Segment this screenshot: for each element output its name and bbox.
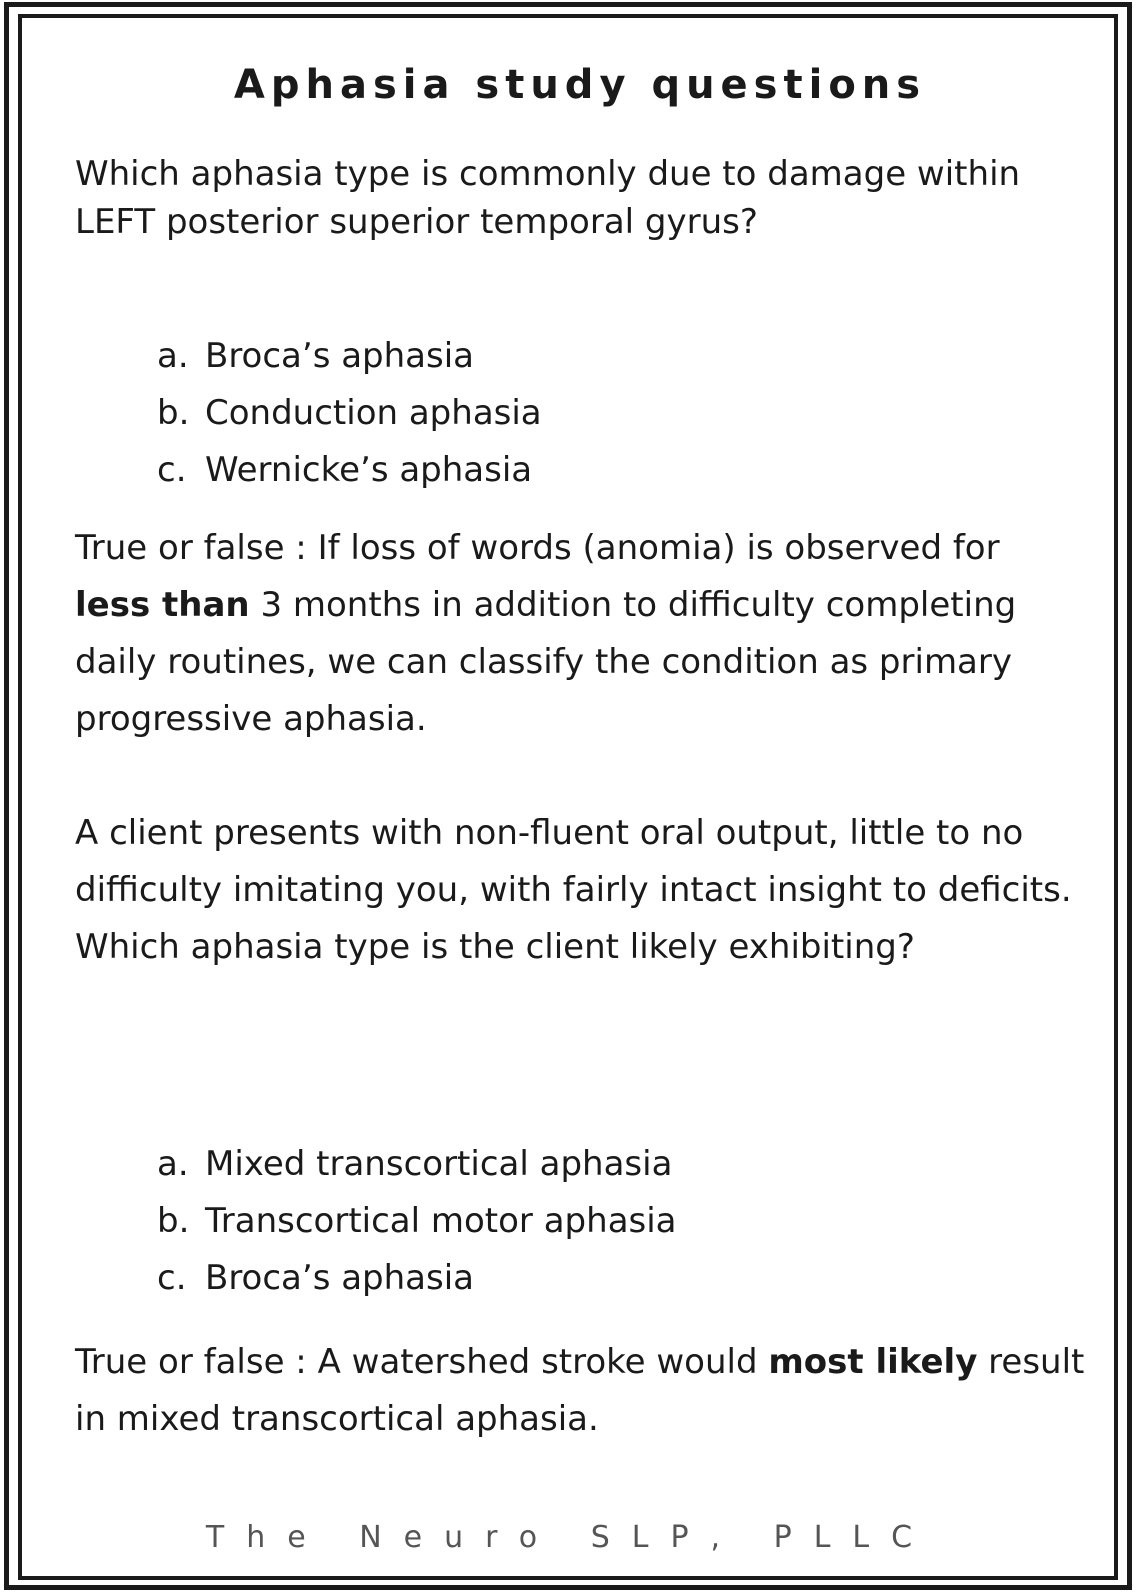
question-2-emphasis: less than — [75, 585, 250, 625]
option-label: Broca’s aphasia — [205, 336, 475, 376]
option-letter: c. — [157, 1258, 187, 1298]
question-2-text-post: 3 months in addition to difficulty completing daily routines, we can classify the condition as primary progressive aphasia. — [75, 585, 1017, 739]
question-3-options — [157, 1136, 677, 1307]
question-2-text — [75, 520, 1085, 748]
option-label: Transcortical motor aphasia — [205, 1201, 677, 1241]
option-label: Mixed transcortical aphasia — [205, 1144, 673, 1184]
question-4-text-pre: True or false : A watershed stroke would — [75, 1342, 769, 1382]
question-1-option-c — [157, 442, 542, 499]
page-title: Aphasia study questions — [233, 62, 927, 108]
option-letter: a. — [157, 1144, 189, 1184]
option-letter: c. — [157, 450, 187, 490]
question-3-option-a — [157, 1136, 677, 1193]
option-letter: b. — [157, 1201, 190, 1241]
question-3-text: A client presents with non-fluent oral output, little to no difficulty imitating you, with fairly intact insight to deficits. Which aphasia type is the client likely exhibiting? — [75, 813, 1072, 967]
question-4-emphasis: most likely — [768, 1342, 978, 1382]
option-label: Broca’s aphasia — [205, 1258, 475, 1298]
footer-credit: The Neuro SLP, PLLC — [205, 1520, 935, 1555]
question-4-text — [75, 1334, 1085, 1448]
option-label: Conduction aphasia — [205, 393, 542, 433]
option-label: Wernicke’s aphasia — [205, 450, 533, 490]
question-1-option-a — [157, 328, 542, 385]
question-2-text-pre: True or false : If loss of words (anomia) is observed for — [75, 528, 1000, 568]
option-letter: b. — [157, 393, 190, 433]
question-1-text: Which aphasia type is commonly due to damage within LEFT posterior superior temporal gyrus? — [75, 154, 1021, 242]
question-3-option-b — [157, 1193, 677, 1250]
question-1-option-b — [157, 385, 542, 442]
option-letter: a. — [157, 336, 189, 376]
question-1-options — [157, 328, 542, 499]
question-4-text-post: result in mixed transcortical aphasia. — [75, 1342, 1085, 1439]
question-3-option-c — [157, 1250, 677, 1307]
